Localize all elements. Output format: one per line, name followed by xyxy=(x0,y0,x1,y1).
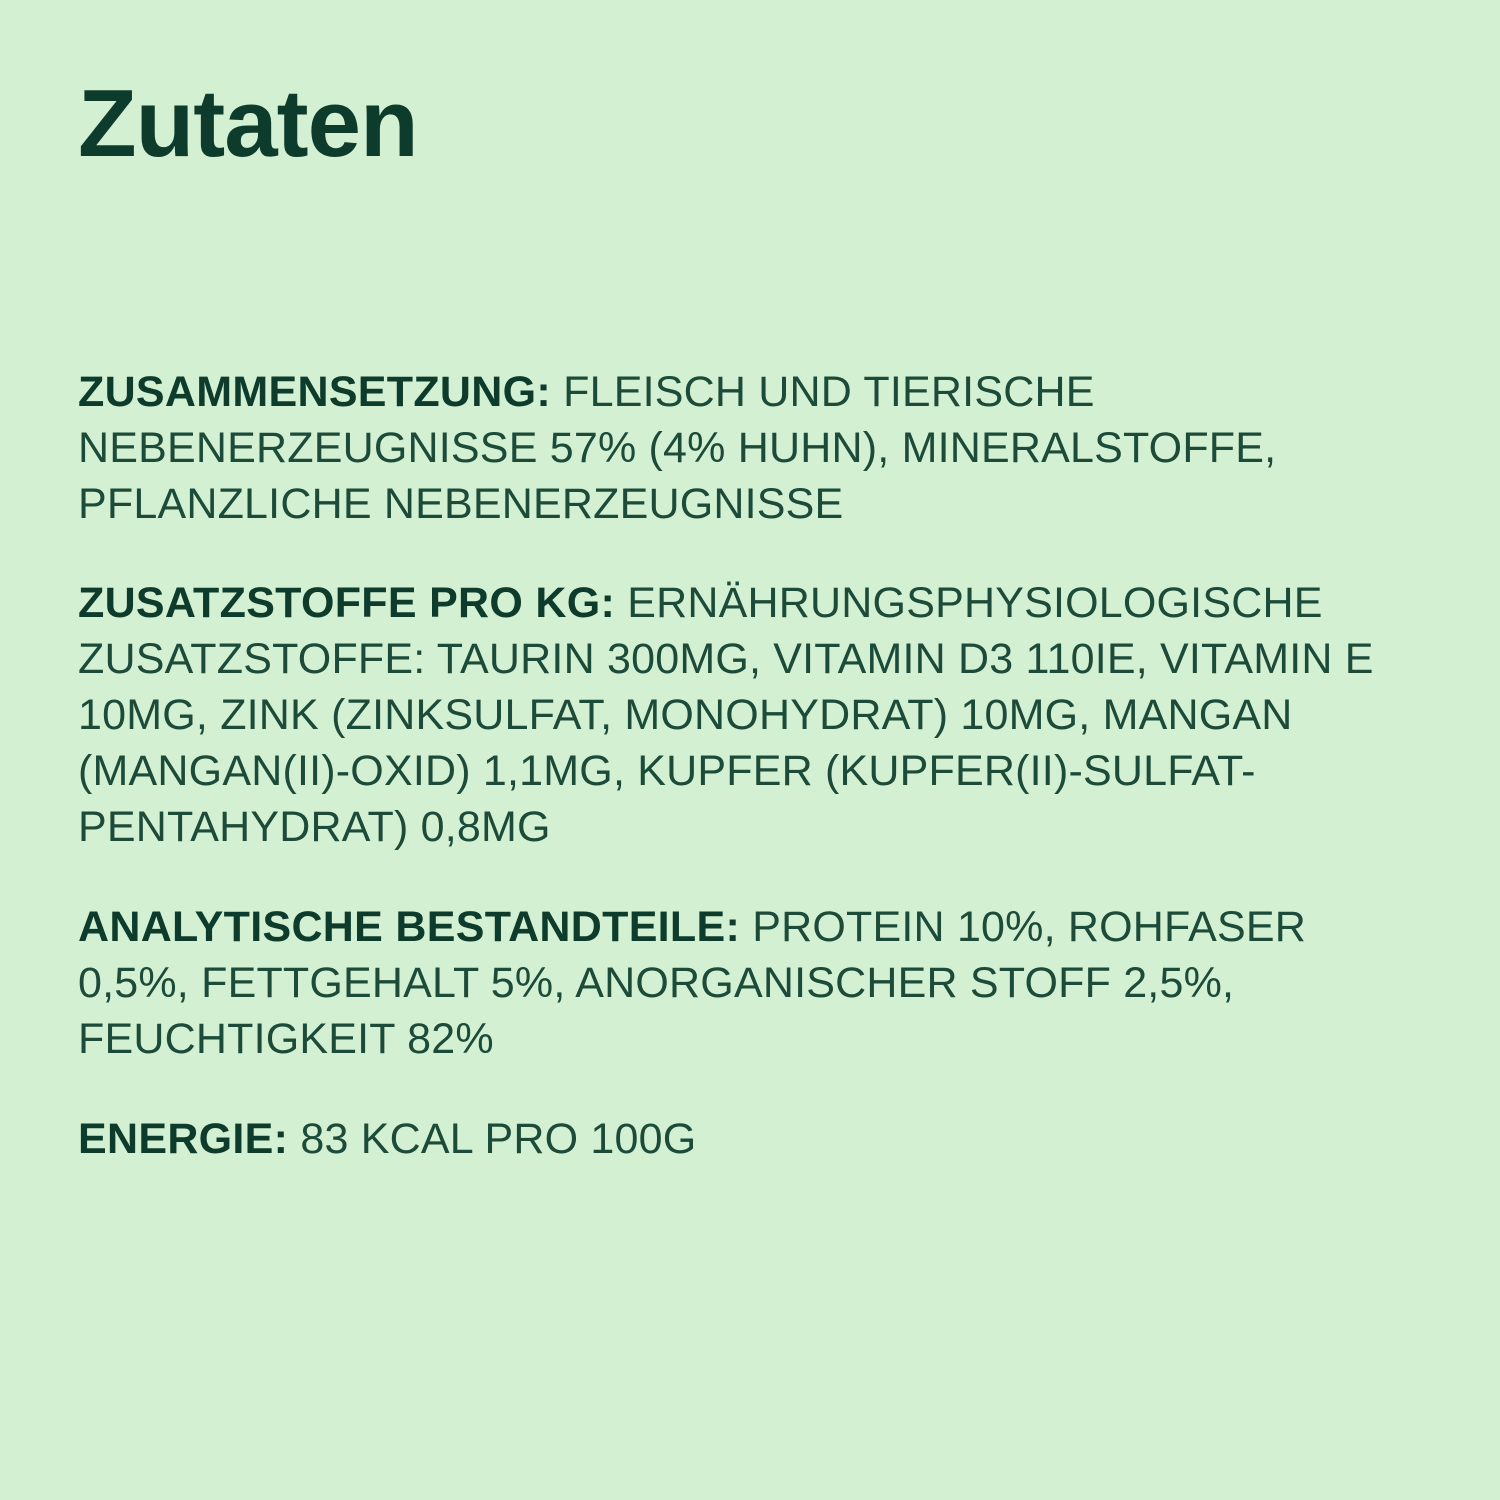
section-text xyxy=(78,365,1395,533)
ingredients-sections xyxy=(78,365,1395,1168)
section-energy xyxy=(78,1112,1395,1168)
section-body-analytical-constituents: PROTEIN 10%, ROHFASER 0,5%, FETTGEHALT 5%, ANORGANISCHER STOFF 2,5%, FEUCHTIGKEIT 82% xyxy=(78,902,1307,1063)
section-label-analytical-constituents: ANALYTISCHE BESTANDTEILE: xyxy=(78,902,741,951)
section-additives xyxy=(78,576,1395,855)
section-text xyxy=(78,576,1395,855)
section-text xyxy=(78,1112,1395,1168)
section-label-energy: ENERGIE: xyxy=(78,1114,289,1163)
section-body-composition: FLEISCH UND TIERISCHE NEBENERZEUGNISSE 57% (4% HUHN), MINERALSTOFFE, PFLANZLICHE NEBENERZEUGNISSE xyxy=(78,367,1277,528)
section-label-additives: ZUSATZSTOFFE PRO KG: xyxy=(78,579,616,628)
section-body-energy: 83 KCAL PRO 100G xyxy=(300,1114,697,1163)
section-label-composition: ZUSAMMENSETZUNG: xyxy=(78,367,551,416)
section-body-additives: ERNÄHRUNGSPHYSIOLOGISCHE ZUSATZSTOFFE: TAURIN 300MG, VITAMIN D3 110IE, VITAMIN E 10MG, ZINK (ZINKSULFAT, MONOHYDRAT) 10MG, MANGAN (MANGAN(II)-OXID) 1,1MG, KUPFER (KUPFER(II)-SULFAT-PENTAHYDRAT) 0,8MG xyxy=(78,579,1374,852)
section-analytical-constituents xyxy=(78,900,1395,1068)
page-title: Zutaten xyxy=(78,70,418,177)
section-text xyxy=(78,900,1395,1068)
section-composition xyxy=(78,365,1395,533)
